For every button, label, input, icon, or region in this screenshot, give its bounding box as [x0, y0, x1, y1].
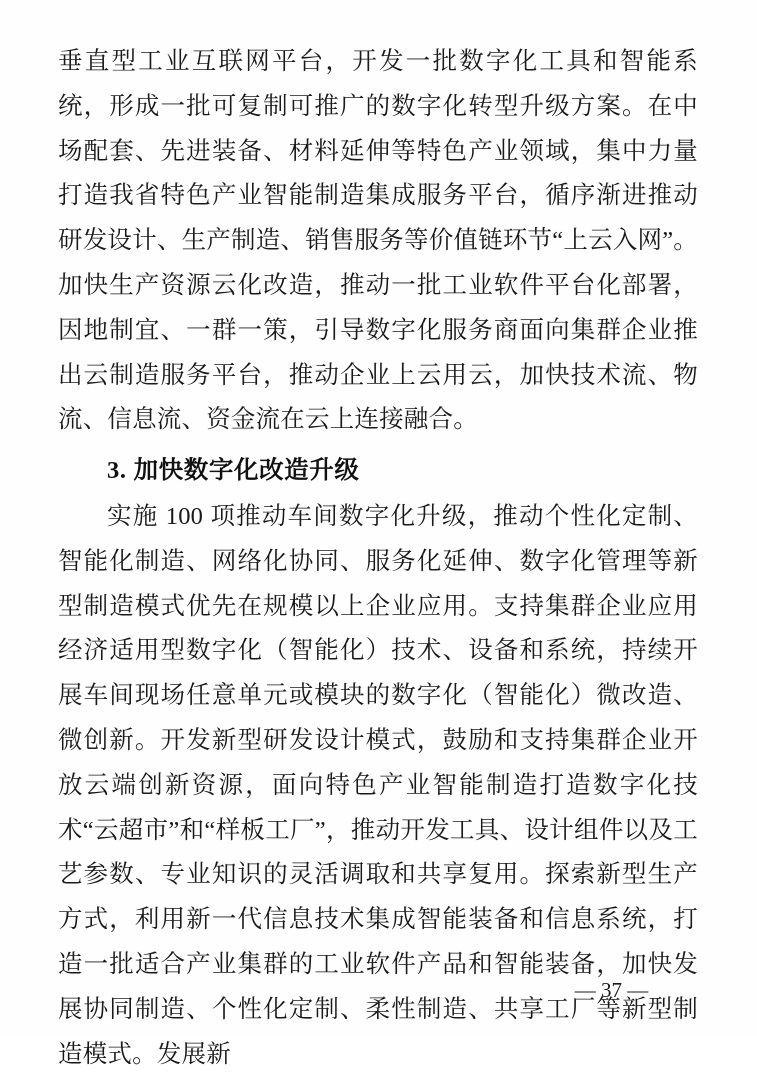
- page-text-column: [58, 40, 698, 1077]
- paragraph-section-3-body: 实施 100 项推动车间数字化升级，推动个性化定制、智能化制造、网络化协同、服务化延伸、数字化管理等新型制造模式优先在规模以上企业应用。支持集群企业应用经济适用型数字化（智能化）技术、设备和系统，持续开展车间现场任意单元或模块的数字化（智能化）微改造、微创新。开发新型研发设计模式，鼓励和支持集群企业开放云端创新资源，面向特色产业智能制造打造数字化技术“云超市”和“样板工厂”，推动开发工具、设计组件以及工艺参数、专业知识的灵活调取和共享复用。探索新型生产方式，利用新一代信息技术集成智能装备和信息系统，打造一批适合产业集群的工业软件产品和智能装备，加快发展协同制造、个性化定制、柔性制造、共享工厂等新型制造模式。发展新: [58, 502, 698, 1068]
- paragraph-continuation: 垂直型工业互联网平台，开发一批数字化工具和智能系统，形成一批可复制可推广的数字化转型升级方案。在中场配套、先进装备、材料延伸等特色产业领域，集中力量打造我省特色产业智能制造集成服务平台，循序渐进推动研发设计、生产制造、销售服务等价值链环节“上云入网”。加快生产资源云化改造，推动一批工业软件平台化部署，因地制宜、一群一策，引导数字化服务商面向集群企业推出云制造服务平台，推动企业上云用云，加快技术流、物流、信息流、资金流在云上连接融合。: [58, 48, 698, 434]
- page-number: — 37 —: [574, 978, 649, 1002]
- section-heading-3-title: 加快数字化改造升级: [133, 457, 360, 485]
- page-footer: [0, 978, 757, 1003]
- section-heading-3-number: 3.: [107, 457, 127, 485]
- section-heading-3: [58, 449, 698, 494]
